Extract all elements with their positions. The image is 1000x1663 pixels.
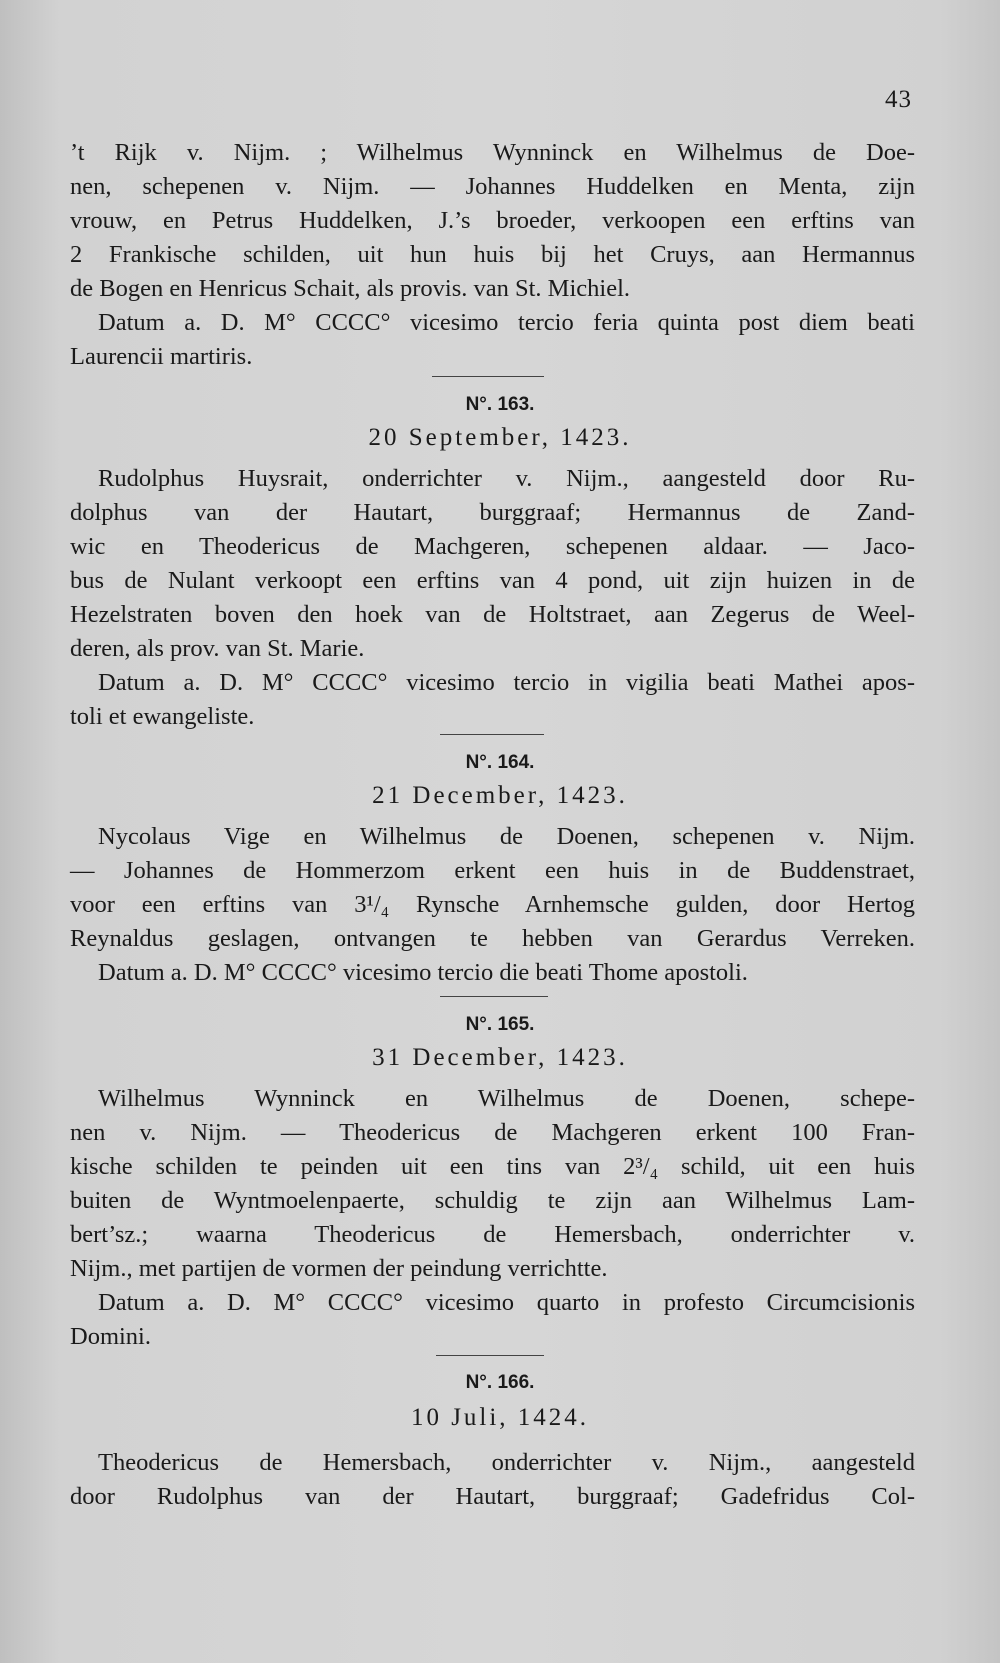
section-divider	[440, 996, 548, 997]
entry-paragraph	[70, 462, 915, 734]
text-line: Rudolphus Huysrait, onderrichter v. Nijm., aangesteld door Ru-	[98, 465, 915, 492]
text-line: kische schilden te peinden uit een tins van 2³/₄ schild, uit een huis	[70, 1153, 915, 1180]
datum-line: toli et ewangeliste.	[70, 703, 255, 730]
entry-date: 21 December, 1423.	[372, 782, 628, 809]
datum-line: Datum a. D. M° CCCC° vicesimo tercio in vigilia beati Mathei apos-	[98, 669, 915, 696]
text-line: de Bogen en Henricus Schait, als provis. van St. Michiel.	[70, 275, 630, 302]
text-line: wic en Theodericus de Machgeren, schepenen aldaar. — Jaco-	[70, 533, 915, 560]
entry-date: 20 September, 1423.	[368, 424, 632, 451]
entry-number: N°. 163.	[465, 394, 535, 415]
entry-number: N°. 166.	[465, 1372, 535, 1393]
text-line: deren, als prov. van St. Marie.	[70, 635, 365, 662]
text-line: buiten de Wyntmoelenpaerte, schuldig te zijn aan Wilhelmus Lam-	[70, 1187, 915, 1214]
entry-date: 10 Juli, 1424.	[410, 1404, 590, 1431]
datum-line: Domini.	[70, 1323, 151, 1350]
entry-date: 31 December, 1423.	[372, 1044, 628, 1071]
datum-line: Datum a. D. M° CCCC° vicesimo tercio die beati Thome apostoli.	[98, 959, 748, 986]
entry-paragraph	[70, 1446, 915, 1514]
intro-paragraph	[70, 136, 915, 374]
entry-number: N°. 165.	[465, 1014, 535, 1035]
text-line: vrouw, en Petrus Huddelken, J.’s broeder, verkoopen een erftins van	[70, 207, 915, 234]
text-line: Reynaldus geslagen, ontvangen te hebben van Gerardus Verreken.	[70, 925, 915, 952]
section-divider	[432, 376, 544, 377]
entry-paragraph	[70, 820, 915, 990]
entry-paragraph	[70, 1082, 915, 1354]
text-line: Theodericus de Hemersbach, onderrichter v. Nijm., aangesteld	[98, 1449, 915, 1476]
section-divider	[440, 734, 544, 735]
page-number: 43	[885, 86, 912, 113]
text-line: Wilhelmus Wynninck en Wilhelmus de Doenen, schepe-	[98, 1085, 915, 1112]
text-line: — Johannes de Hommerzom erkent een huis in de Buddenstraet,	[70, 857, 915, 884]
text-line: bus de Nulant verkoopt een erftins van 4 pond, uit zijn huizen in de	[70, 567, 915, 594]
text-line: nen, schepenen v. Nijm. — Johannes Huddelken en Menta, zijn	[70, 173, 915, 200]
text-line: door Rudolphus van der Hautart, burggraaf; Gadefridus Col-	[70, 1483, 915, 1510]
text-line: dolphus van der Hautart, burggraaf; Hermannus de Zand-	[70, 499, 915, 526]
section-divider	[436, 1355, 544, 1356]
text-line: Nycolaus Vige en Wilhelmus de Doenen, schepenen v. Nijm.	[98, 823, 915, 850]
datum-line: Datum a. D. M° CCCC° vicesimo quarto in profesto Circumcisionis	[98, 1289, 915, 1316]
text-line: 2 Frankische schilden, uit hun huis bij het Cruys, aan Hermannus	[70, 241, 915, 268]
text-line: voor een erftins van 3¹/₄ Rynsche Arnhemsche gulden, door Hertog	[70, 891, 915, 918]
entry-number: N°. 164.	[465, 752, 535, 773]
text-line: ’t Rijk v. Nijm. ; Wilhelmus Wynninck en Wilhelmus de Doe-	[70, 139, 915, 166]
datum-line: Datum a. D. M° CCCC° vicesimo tercio feria quinta post diem beati	[98, 309, 915, 336]
text-line: Hezelstraten boven den hoek van de Holtstraet, aan Zegerus de Weel-	[70, 601, 915, 628]
text-line: nen v. Nijm. — Theodericus de Machgeren erkent 100 Fran-	[70, 1119, 915, 1146]
text-line: Nijm., met partijen de vormen der peindung verrichtte.	[70, 1255, 608, 1282]
datum-line: Laurencii martiris.	[70, 343, 253, 370]
text-line: bert’sz.; waarna Theodericus de Hemersbach, onderrichter v.	[70, 1221, 915, 1248]
